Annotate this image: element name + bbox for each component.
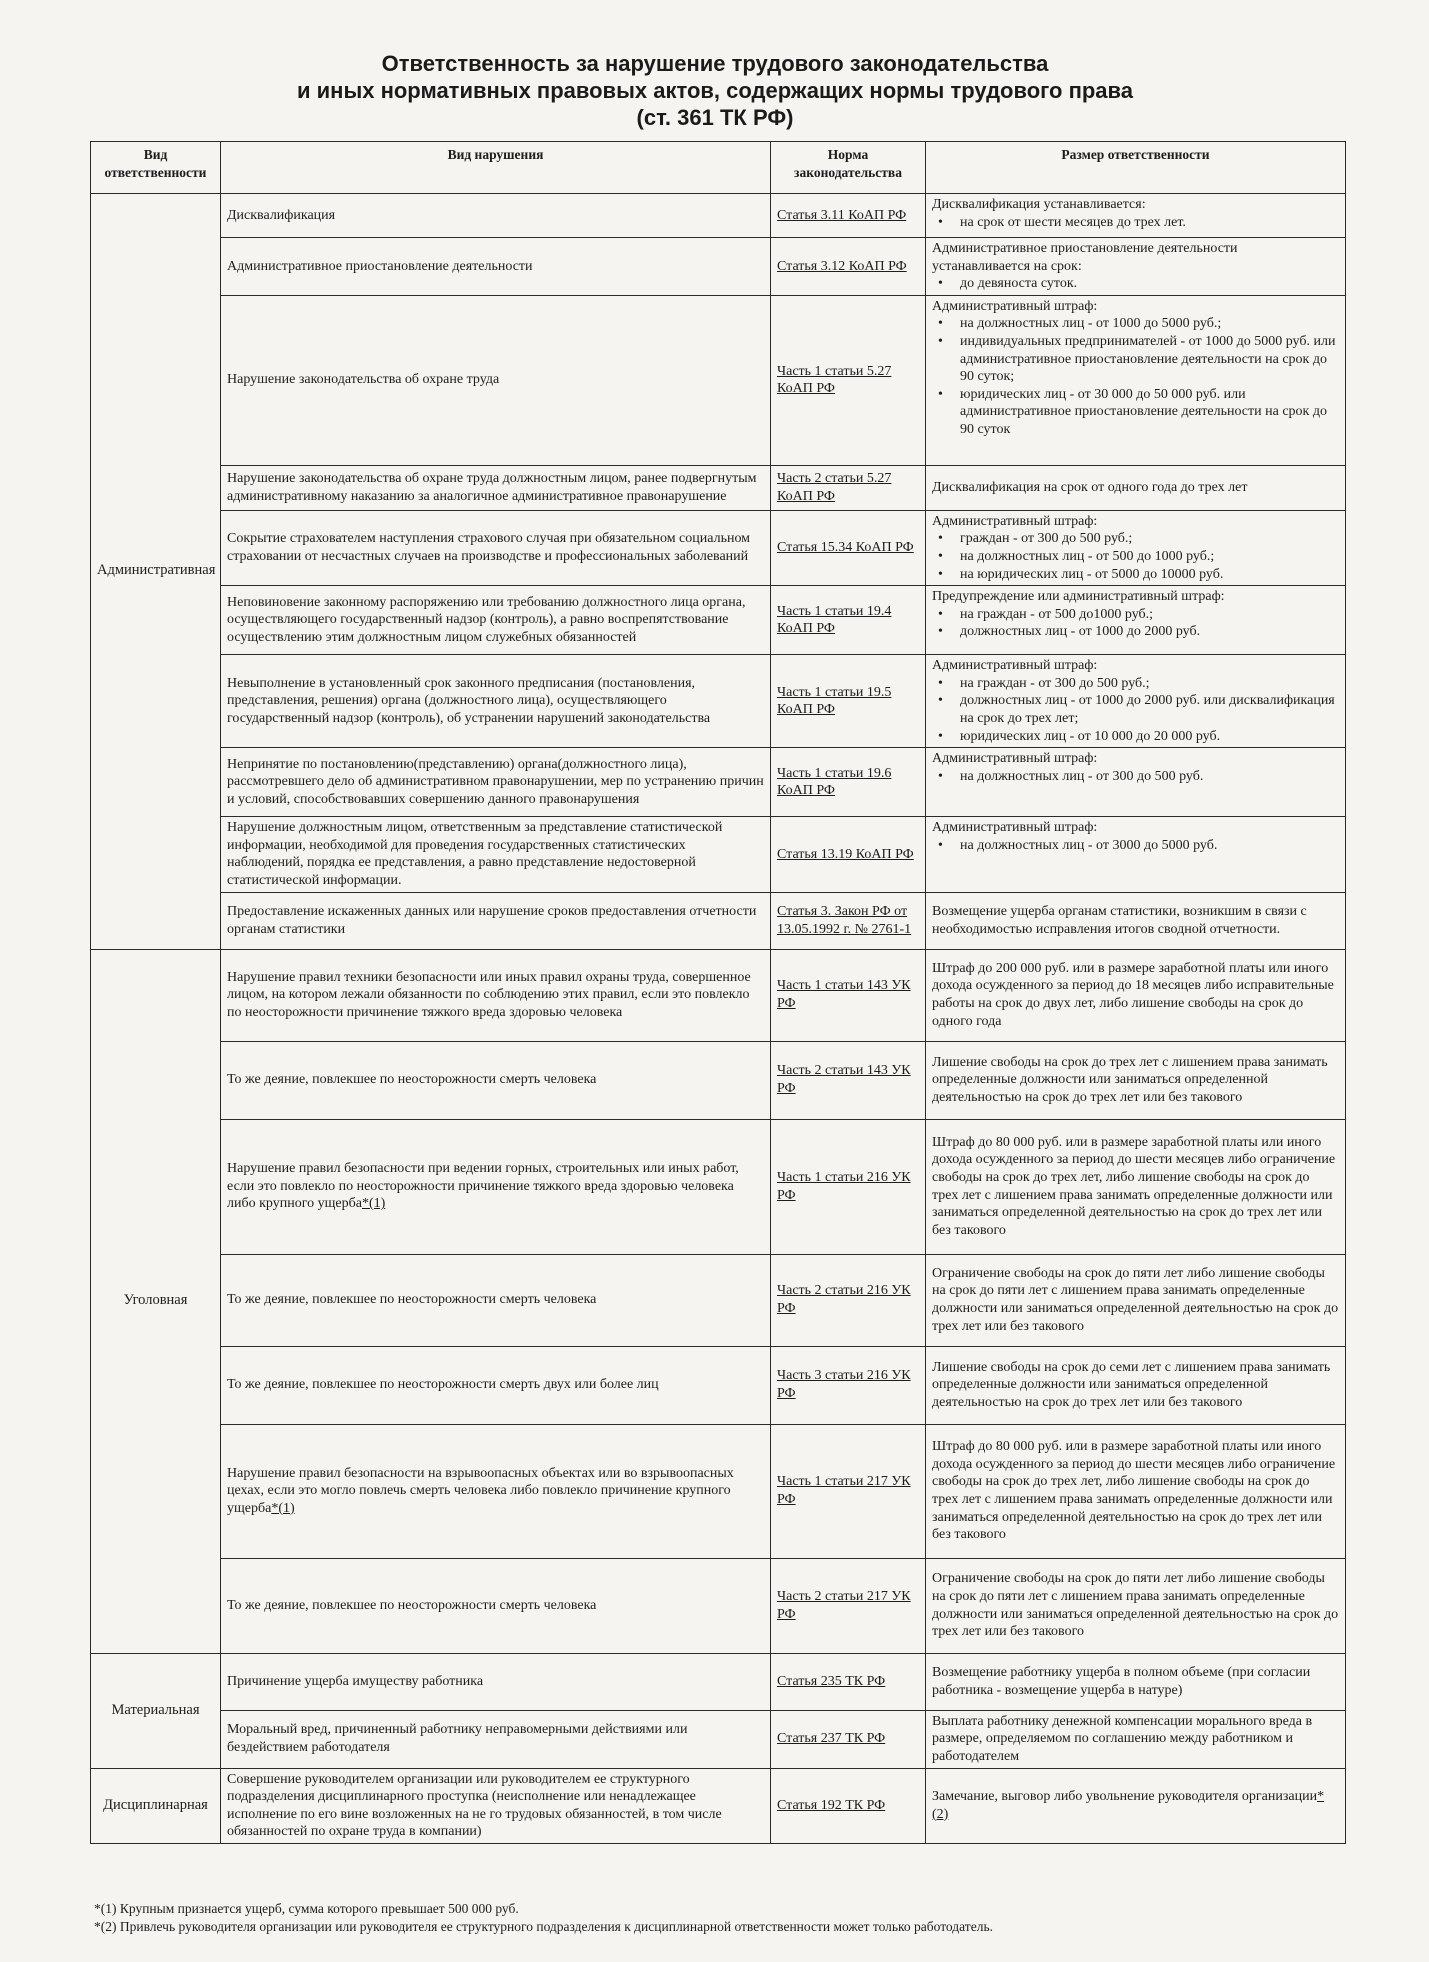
penalty-list-item: • до девяноста суток. [960, 275, 1339, 293]
table-row [91, 1710, 1346, 1768]
table-row [91, 465, 1346, 510]
norm-cell: Статья 3.12 КоАП РФ [771, 238, 926, 296]
violation-cell [221, 1558, 771, 1653]
table-row [91, 1254, 1346, 1346]
header-norm: Норма законодательства [771, 142, 926, 194]
penalty-text: Административное приостановление деятельности устанавливается на срок: [932, 241, 1238, 274]
header-penalty: Размер ответственности [926, 142, 1346, 194]
penalty-list-item: • на должностных лиц - от 3000 до 5000 руб. [960, 837, 1339, 855]
penalty-text: Административный штраф: [932, 513, 1098, 529]
violation-text: Нарушение должностным лицом, ответственным за представление статистической информации, необходимой для проведения государственных статистических наблюдений, порядка ее представления, а равно представление недостоверной статистической информации. [227, 820, 723, 888]
penalty-cell [926, 949, 1346, 1041]
responsibility-type-admin: Административная [91, 194, 221, 950]
penalty-list [932, 675, 1339, 745]
penalty-list [932, 606, 1339, 641]
violation-cell [221, 1768, 771, 1843]
norm-cell: Часть 3 статьи 216 УК РФ [771, 1346, 926, 1424]
penalty-cell [926, 655, 1346, 748]
footnote-ref[interactable]: *(2) [932, 1789, 1325, 1822]
norm-cell: Часть 1 статьи 19.5 КоАП РФ [771, 655, 926, 748]
penalty-cell [926, 1041, 1346, 1119]
document-title [70, 50, 1360, 131]
penalty-text: Возмещение работнику ущерба в полном объеме (при согласии работника - возмещение ущерба в натуре) [932, 1664, 1311, 1698]
table-row [91, 1119, 1346, 1254]
violation-text: Предоставление искаженных данных или нарушение сроков предоставления отчетности органам статистики [227, 903, 757, 937]
norm-cell: Статья 237 ТК РФ [771, 1710, 926, 1768]
norm-cell: Статья 13.19 КоАП РФ [771, 817, 926, 892]
penalty-cell [926, 1768, 1346, 1843]
penalty-cell [926, 1254, 1346, 1346]
penalty-list [932, 315, 1339, 438]
norm-cell: Часть 2 статьи 217 УК РФ [771, 1558, 926, 1653]
violation-text: Нарушение законодательства об охране труда [227, 372, 500, 388]
norm-cell: Статья 3. Закон РФ от 13.05.1992 г. № 2761-1 [771, 892, 926, 949]
table-row [91, 655, 1346, 748]
violation-text: Неповиновение законному распоряжению или требованию должностного лица органа, осуществляющего государственный надзор (контроль), а равно воспрепятствование осуществлению этим должностным лицом служебных обязанностей [227, 594, 746, 645]
penalty-cell [926, 1346, 1346, 1424]
penalty-list-item: • на срок от шести месяцев до трех лет. [960, 214, 1339, 232]
table-row [91, 748, 1346, 817]
table-row [91, 586, 1346, 655]
violation-text: То же деяние, повлекшее по неосторожности смерть человека [227, 1292, 597, 1308]
table-row [91, 1424, 1346, 1558]
penalty-list-item: • должностных лиц - от 1000 до 2000 руб. [960, 623, 1339, 641]
penalty-cell [926, 465, 1346, 510]
penalty-text: Замечание, выговор либо увольнение руководителя организации [932, 1789, 1318, 1805]
penalty-list-item: • должностных лиц - от 1000 до 2000 руб. или дисквалификация на срок до трех лет; [960, 692, 1339, 727]
penalty-text: Дисквалификация устанавливается: [932, 197, 1146, 212]
violation-cell [221, 1424, 771, 1558]
penalty-list [932, 214, 1339, 232]
table-row [91, 892, 1346, 949]
table-row [91, 1768, 1346, 1843]
footnotes [94, 1900, 1344, 1936]
violation-text: Административное приостановление деятельности [227, 258, 533, 274]
norm-cell: Часть 2 статьи 143 УК РФ [771, 1041, 926, 1119]
penalty-text: Административный штраф: [932, 820, 1098, 836]
norm-cell: Часть 1 статьи 19.6 КоАП РФ [771, 748, 926, 817]
violation-cell [221, 748, 771, 817]
penalty-text: Административный штраф: [932, 658, 1098, 674]
violation-cell [221, 1119, 771, 1254]
violation-cell [221, 655, 771, 748]
table-row [91, 1346, 1346, 1424]
norm-cell: Статья 3.11 КоАП РФ [771, 194, 926, 238]
penalty-text: Лишение свободы на срок до семи лет с лишением права занимать определенные должности или заниматься определенной деятельностью на срок до трех лет или без такового [932, 1359, 1331, 1410]
violation-cell [221, 1254, 771, 1346]
penalty-text: Выплата работнику денежной компенсации морального вреда в размере, определяемом по соглашению между работником и работодателем [932, 1713, 1313, 1764]
penalty-cell [926, 1119, 1346, 1254]
table-row [91, 1558, 1346, 1653]
violation-text: То же деяние, повлекшее по неосторожности смерть человека [227, 1072, 597, 1088]
norm-cell: Часть 1 статьи 216 УК РФ [771, 1119, 926, 1254]
table-row [91, 295, 1346, 465]
violation-text: Нарушение правил техники безопасности или иных правил охраны труда, совершенное лицом, на котором лежали обязанности по соблюдению этих правил, если это повлекло по неосторожности причинение тяжкого вреда здоровью человека [227, 969, 751, 1020]
penalty-text: Ограничение свободы на срок до пяти лет либо лишение свободы на срок до пяти лет с лишением права занимать определенные должности или заниматься определенной деятельностью на срок до трех лет или без такового [932, 1571, 1339, 1640]
penalty-list-item: • индивидуальных предпринимателей - от 1000 до 5000 руб. или административное приостановление деятельности на срок до 90 суток; [960, 333, 1339, 386]
penalty-list [932, 530, 1339, 583]
norm-cell: Часть 1 статьи 217 УК РФ [771, 1424, 926, 1558]
penalty-list-item: • юридических лиц - от 10 000 до 20 000 руб. [960, 728, 1339, 746]
violation-cell [221, 1653, 771, 1710]
table-row [91, 238, 1346, 296]
title-line-3: (ст. 361 ТК РФ) [636, 105, 794, 130]
responsibility-type-material: Материальная [91, 1653, 221, 1768]
violation-text: Нарушение правил безопасности на взрывоопасных объектах или во взрывоопасных цехах, если это могло повлечь смерть человека либо повлекло причинение крупного ущерба [227, 1465, 734, 1516]
penalty-cell [926, 1710, 1346, 1768]
table-row [91, 817, 1346, 892]
penalty-list [932, 275, 1339, 293]
violation-text: То же деяние, повлекшее по неосторожности смерть человека [227, 1597, 597, 1613]
footnote-ref[interactable]: *(1) [271, 1500, 295, 1516]
penalty-list [932, 768, 1339, 786]
penalty-text: Ограничение свободы на срок до пяти лет либо лишение свободы на срок до пяти лет с лишением права занимать определенные должности или заниматься определенной деятельностью на срок до трех лет или без такового [932, 1265, 1339, 1334]
responsibility-type-criminal: Уголовная [91, 949, 221, 1653]
table-row [91, 1041, 1346, 1119]
penalty-list-item: • граждан - от 300 до 500 руб.; [960, 530, 1339, 548]
table-header-row [91, 142, 1346, 194]
penalty-list-item: • на граждан - от 300 до 500 руб.; [960, 675, 1339, 693]
penalty-cell [926, 586, 1346, 655]
violation-text: Причинение ущерба имуществу работника [227, 1673, 484, 1689]
footnote-2: *(2) Привлечь руководителя организации или руководителя ее структурного подразделения к дисциплинарной ответственности может только работодатель. [94, 1919, 993, 1934]
norm-cell: Часть 1 статьи 19.4 КоАП РФ [771, 586, 926, 655]
footnote-ref[interactable]: *(1) [361, 1196, 386, 1212]
responsibility-type-disciplinary: Дисциплинарная [91, 1768, 221, 1843]
violation-text: Сокрытие страхователем наступления страхового случая при обязательном социальном страховании от несчастных случаев на производстве и профессиональных заболеваний [227, 531, 751, 564]
violation-cell [221, 892, 771, 949]
penalty-cell [926, 817, 1346, 892]
penalty-list [932, 837, 1339, 855]
norm-cell: Статья 15.34 КоАП РФ [771, 510, 926, 585]
penalty-text: Дисквалификация на срок от одного года до трех лет [932, 479, 1248, 495]
table-row [91, 510, 1346, 585]
penalty-text: Штраф до 200 000 руб. или в размере заработной платы или иного дохода осужденного за период до 18 месяцев либо исправительные работы на срок до двух лет, либо лишение свободы на срок до одного года [932, 960, 1334, 1029]
violation-cell [221, 1710, 771, 1768]
penalty-list-item: • на должностных лиц - от 300 до 500 руб. [960, 768, 1339, 786]
penalty-list-item: • юридических лиц - от 30 000 до 50 000 руб. или административное приостановление деятельности на срок до 90 суток [960, 386, 1339, 439]
norm-cell: Часть 2 статьи 5.27 КоАП РФ [771, 465, 926, 510]
penalty-text: Возмещение ущерба органам статистики, возникшим в связи с необходимостью исправления итогов сводной отчетности. [932, 903, 1307, 937]
norm-cell: Статья 235 ТК РФ [771, 1653, 926, 1710]
penalty-cell [926, 194, 1346, 238]
table-row [91, 194, 1346, 238]
penalty-cell [926, 295, 1346, 465]
penalty-list-item: • на должностных лиц - от 1000 до 5000 руб.; [960, 315, 1339, 333]
penalty-cell [926, 1653, 1346, 1710]
violation-text: Дисквалификация [227, 207, 336, 223]
norm-cell: Часть 2 статьи 216 УК РФ [771, 1254, 926, 1346]
violation-text: Нарушение законодательства об охране труда должностным лицом, ранее подвергнутым административному наказанию за аналогичное административное правонарушение [227, 471, 757, 504]
title-line-1: Ответственность за нарушение трудового законодательства [381, 51, 1049, 76]
norm-cell: Часть 1 статьи 143 УК РФ [771, 949, 926, 1041]
norm-cell: Часть 1 статьи 5.27 КоАП РФ [771, 295, 926, 465]
title-line-2: и иных нормативных правовых актов, содержащих нормы трудового права [297, 78, 1133, 103]
penalty-list-item: • на юридических лиц - от 5000 до 10000 руб. [960, 566, 1339, 584]
violation-cell [221, 510, 771, 585]
violation-cell [221, 949, 771, 1041]
penalty-list-item: • на граждан - от 500 до1000 руб.; [960, 606, 1339, 624]
penalty-cell [926, 748, 1346, 817]
penalty-text: Штраф до 80 000 руб. или в размере заработной платы или иного дохода осужденного за период до шести месяцев либо ограничение свободы на срок до трех лет, либо лишение свободы на срок до трех лет с лишением права занимать определенные должности или заниматься определенной деятельностью на срок до трех лет или без такового [932, 1134, 1336, 1238]
header-violation: Вид нарушения [221, 142, 771, 194]
violation-text: То же деяние, повлекшее по неосторожности смерть двух или более лиц [227, 1377, 659, 1393]
penalty-text: Административный штраф: [932, 298, 1098, 314]
penalty-cell [926, 510, 1346, 585]
violation-cell [221, 586, 771, 655]
penalty-cell [926, 1424, 1346, 1558]
penalty-text: Административный штраф: [932, 751, 1098, 767]
penalty-text: Штраф до 80 000 руб. или в размере заработной платы или иного дохода осужденного за период до шести месяцев либо ограничение свободы на срок до трех лет, либо лишение свободы на срок до трех лет с лишением права занимать определенные должности или заниматься определенной деятельностью на срок до трех лет или без такового [932, 1439, 1336, 1543]
violation-text: Нарушение правил безопасности при ведении горных, строительных или иных работ, если это повлекло по неосторожности причинение тяжкого вреда здоровью человека либо крупного ущерба [227, 1161, 739, 1212]
violation-cell [221, 238, 771, 296]
violation-text: Совершение руководителем организации или руководителем ее структурного подразделения дисциплинарного проступка (неисполнение или ненадлежащее исполнение по его вине возложенных на не го трудовых обязанностей, в том числе обязанностей по охране труда в компании) [227, 1771, 722, 1840]
header-type: Вид ответственности [91, 142, 221, 194]
responsibility-table [90, 141, 1346, 1844]
penalty-text: Лишение свободы на срок до трех лет с лишением права занимать определенные должности или заниматься определенной деятельностью на срок до трех лет или без такового [932, 1054, 1328, 1105]
penalty-cell [926, 892, 1346, 949]
table-row [91, 1653, 1346, 1710]
penalty-list-item: • на должностных лиц - от 500 до 1000 руб.; [960, 548, 1339, 566]
table-row [91, 949, 1346, 1041]
violation-cell [221, 817, 771, 892]
violation-text: Непринятие по постановлению(представлению) органа(должностного лица), рассмотревшего дело об административном правонарушении, мер по устранению причин и условий, способствовавших совершению данного правонарушения [227, 756, 764, 807]
penalty-cell [926, 1558, 1346, 1653]
penalty-cell [926, 238, 1346, 296]
violation-cell [221, 465, 771, 510]
violation-cell [221, 1346, 771, 1424]
norm-cell: Статья 192 ТК РФ [771, 1768, 926, 1843]
footnote-1: *(1) Крупным признается ущерб, сумма которого превышает 500 000 руб. [94, 1901, 519, 1916]
violation-cell [221, 295, 771, 465]
penalty-text: Предупреждение или административный штраф: [932, 589, 1225, 605]
violation-text: Моральный вред, причиненный работнику неправомерными действиями или бездействием работодателя [227, 1722, 688, 1755]
violation-text: Невыполнение в установленный срок законного предписания (постановления, представления, решения) органа (должностного лица), осуществляющего государственный надзор (контроль), об устранении нарушений законодательства [227, 675, 711, 726]
table-body [91, 194, 1346, 1844]
violation-cell [221, 1041, 771, 1119]
violation-cell [221, 194, 771, 238]
